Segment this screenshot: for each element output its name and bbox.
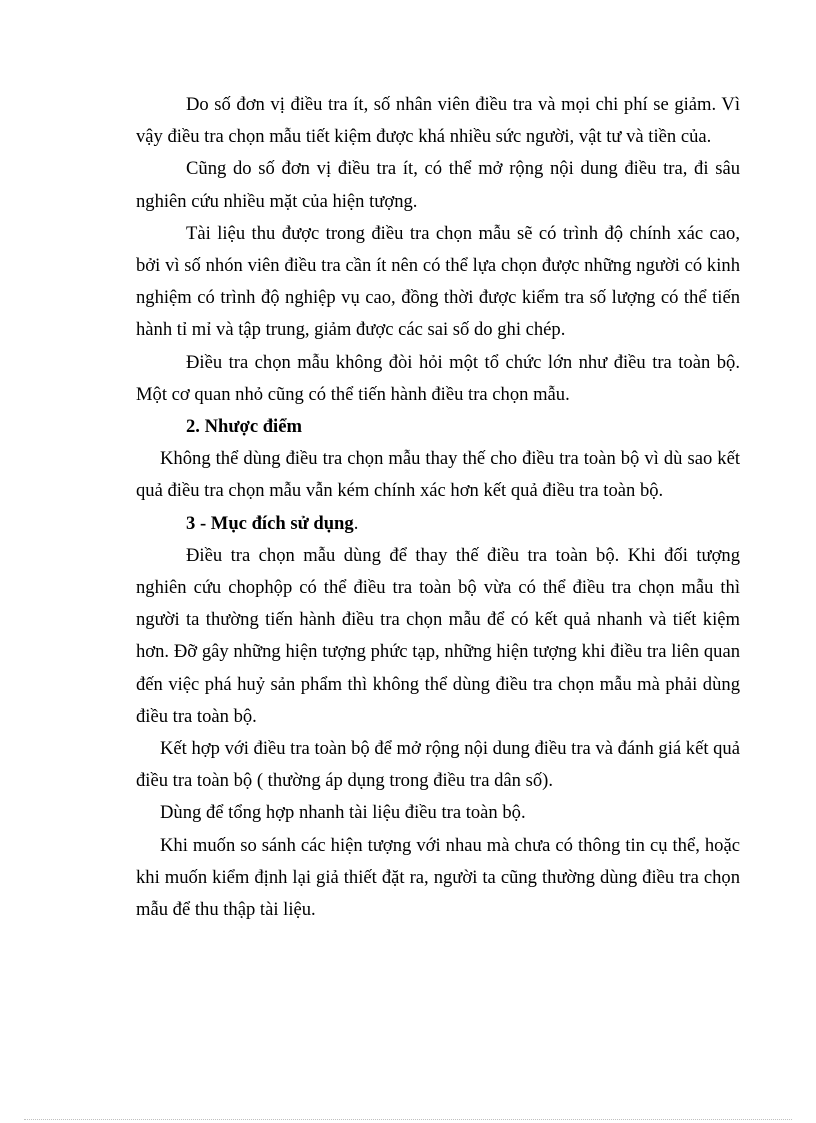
heading-purpose [136,508,740,540]
paragraph-purpose-replace: Điều tra chọn mẫu dùng để thay thế điều tra toàn bộ. Khi đối tượng nghiên cứu chophộp có thể điều tra toàn bộ vừa có thể điều tra chọn mẫu thì người ta thường tiến hành điều tra chọn mẫu để có kết quả nhanh và tiết kiệm hơn. Đỡ gây những hiện tượng phức tạp, những hiện tượng khi điều tra liên quan đến việc phá huỷ sản phẩm thì không thể dùng điều tra chọn mẫu mà phải dùng điều tra toàn bộ. [136,544,740,727]
paragraph-purpose-compare: Khi muốn so sánh các hiện tượng với nhau mà chưa có thông tin cụ thể, hoặc khi muốn kiểm định lại giả thiết đặt ra, người ta cũng thường dùng điều tra chọn mẫu để thu thập tài liệu. [136,834,740,921]
paragraph-cost-saving: Do số đơn vị điều tra ít, số nhân viên điều tra và mọi chi phí se giảm. Vì vậy điều tra chọn mẫu tiết kiệm được khá nhiều sức người, vật tư và tiền của. [136,94,740,148]
heading-disadvantages: 2. Nhược điểm [186,416,302,438]
page-bottom-divider [24,1119,792,1120]
heading-purpose-period: . [353,512,359,534]
heading-purpose-label: 3 - Mục đích sử dụng [186,512,354,534]
paragraph-accuracy: Tài liệu thu được trong điều tra chọn mẫu sẽ có trình độ chính xác cao, bởi vì số nhón viên điều tra cần ít nên có thể lựa chọn được những người có kinh nghiệm có trình độ nghiệp vụ cao, đồng thời được kiểm tra số lượng có thể tiến hành tỉ mỉ và tập trung, giảm được các sai số do ghi chép. [136,222,740,341]
document-body [136,89,740,926]
paragraph-small-organization: Điều tra chọn mẫu không đòi hỏi một tổ chức lớn như điều tra toàn bộ. Một cơ quan nhỏ cũng có thể tiến hành điều tra chọn mẫu. [136,351,740,405]
paragraph-disadvantage-text: Không thể dùng điều tra chọn mẫu thay thế cho điều tra toàn bộ vì dù sao kết quả điều tra chọn mẫu vẫn kém chính xác hơn kết quả điều tra toàn bộ. [136,448,740,502]
paragraph-purpose-quick-summary: Dùng để tổng hợp nhanh tài liệu điều tra toàn bộ. [160,802,526,824]
paragraph-broader-content: Cũng do số đơn vị điều tra ít, có thể mở rộng nội dung điều tra, đi sâu nghiên cứu nhiều mặt của hiện tượng. [136,158,740,212]
paragraph-purpose-combine: Kết hợp với điều tra toàn bộ để mở rộng nội dung điều tra và đánh giá kết quả điều tra toàn bộ ( thường áp dụng trong điều tra dân số). [136,738,740,792]
